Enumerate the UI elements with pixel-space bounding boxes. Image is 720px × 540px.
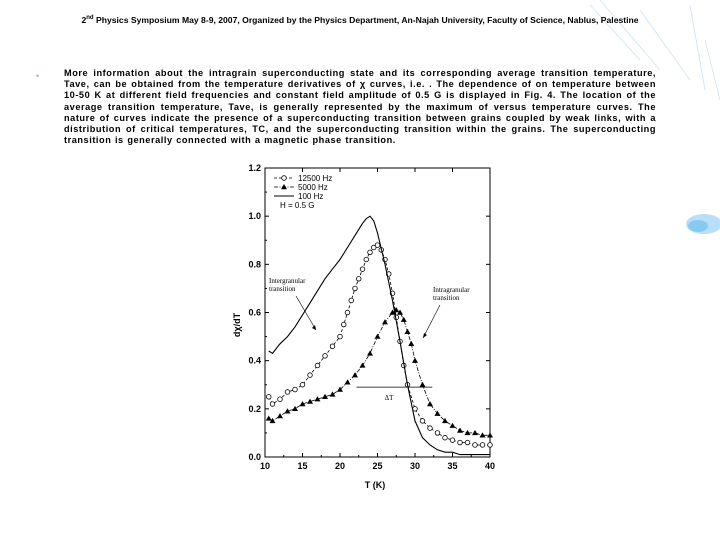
legend-entry: 12500 Hz <box>298 174 333 183</box>
intragranular-label-line: Intragranular <box>433 286 470 294</box>
data-point-triangle <box>367 350 373 355</box>
intergranular-arrow <box>296 296 316 330</box>
data-point-circle <box>345 310 350 315</box>
data-point-triangle <box>487 432 493 437</box>
y-tick-label: 0.2 <box>248 403 261 414</box>
data-point-circle <box>341 322 346 327</box>
x-tick-label: 40 <box>484 461 496 471</box>
series-layer <box>266 216 493 454</box>
data-point-circle <box>353 286 358 291</box>
data-point-circle <box>473 443 478 448</box>
data-point-circle <box>488 443 493 448</box>
y-axis-label: dχ/dT <box>232 312 242 338</box>
intragranular-arrowhead <box>423 333 427 338</box>
data-point-circle <box>300 382 305 387</box>
data-point-circle <box>285 390 290 395</box>
legend-entry: 100 Hz <box>298 192 324 201</box>
x-tick-label: 20 <box>334 461 346 471</box>
data-point-circle <box>323 354 328 359</box>
data-point-circle <box>330 344 335 349</box>
data-point-circle <box>420 419 425 424</box>
y-tick-label: 0.6 <box>248 307 261 318</box>
x-tick-label: 25 <box>372 461 383 471</box>
data-point-triangle <box>266 415 272 420</box>
y-tick-label: 0.4 <box>248 355 261 366</box>
data-point-triangle <box>382 319 388 324</box>
y-tick-label: 0.8 <box>248 259 261 270</box>
data-point-triangle <box>420 382 426 387</box>
intragranular-label-line: transition <box>433 294 460 302</box>
plot-border <box>265 168 490 457</box>
x-axis-label: T (K) <box>364 480 386 490</box>
data-point-triangle <box>412 358 418 363</box>
data-point-triangle <box>401 317 407 322</box>
data-point-triangle <box>281 184 287 189</box>
data-point-circle <box>266 394 271 399</box>
data-point-triangle <box>450 423 456 428</box>
field-label: H = 0.5 G <box>280 201 315 210</box>
data-point-circle <box>428 426 433 431</box>
data-point-triangle <box>352 372 358 377</box>
intergranular-arrowhead <box>312 325 316 330</box>
data-point-circle <box>368 250 373 255</box>
data-point-circle <box>435 431 440 436</box>
data-point-triangle <box>405 329 411 334</box>
data-point-triangle <box>360 362 366 367</box>
data-point-circle <box>349 298 354 303</box>
intergranular-label-line: Intergranular <box>269 277 306 285</box>
data-point-triangle <box>330 391 336 396</box>
x-tick-label: 30 <box>409 461 421 471</box>
data-point-circle <box>338 334 343 339</box>
data-point-triangle <box>277 413 283 418</box>
data-point-circle <box>356 276 361 281</box>
symposium-number: 2 <box>81 15 87 25</box>
plot-frame <box>265 168 490 457</box>
x-tick-label: 10 <box>259 461 271 471</box>
data-point-circle <box>293 387 298 392</box>
data-point-circle <box>364 257 369 262</box>
data-point-circle <box>443 435 448 440</box>
data-point-triangle <box>472 430 478 435</box>
data-point-circle <box>465 440 470 445</box>
data-point-triangle <box>375 334 381 339</box>
series-line <box>269 310 490 435</box>
data-point-circle <box>315 363 320 368</box>
data-point-circle <box>278 397 283 402</box>
header-text: Physics Symposium May 8-9, 2007, Organized by the Physics Department, An-Najah University, Faculty of Science, Nablus, Palestine <box>93 15 639 25</box>
data-point-circle <box>458 440 463 445</box>
y-tick-label: 0.0 <box>248 452 261 462</box>
series-12500-hz <box>266 243 492 447</box>
legend-entry: 5000 Hz <box>298 183 328 192</box>
data-point-circle <box>450 438 455 443</box>
y-tick-label: 1.0 <box>248 211 261 222</box>
data-point-circle <box>360 267 365 272</box>
data-point-circle <box>413 407 418 412</box>
body-paragraph: More information about the intragrain superconducting state and its corresponding average transition temperature, Tave, can be obtained from the temperature derivatives of χ curves, i.e. . The dependence of on temperature between 10-50 K at different field frequencies and constant field amplitude of 0.5 G is displayed in Fig. 4. The location of the average transition temperature, Tave, is generally represented by the maximum of versus temperature curves. The nature of curves indicate the presence of a superconducting transition between grains coupled by weak links, with a distribution of critical temperatures, TC, and the superconducting transition within the grains. The superconducting transition is generally connected with a magnetic phase transition. <box>64 68 656 146</box>
y-tick-label: 1.2 <box>248 163 261 173</box>
series-line <box>269 245 490 445</box>
data-point-triangle <box>457 428 463 433</box>
data-point-triangle <box>345 379 351 384</box>
data-point-triangle <box>427 401 433 406</box>
x-tick-label: 35 <box>447 461 458 471</box>
intragranular-arrow <box>423 305 440 338</box>
data-point-circle <box>480 443 485 448</box>
data-point-circle <box>270 402 275 407</box>
data-point-circle <box>282 176 287 181</box>
ordinal-suffix: nd <box>86 15 94 22</box>
legend <box>274 174 332 210</box>
data-point-circle <box>375 243 380 248</box>
bullet-point: • <box>36 71 40 81</box>
series-line <box>269 216 490 454</box>
intergranular-label-line: transition <box>269 285 296 293</box>
series-100-hz <box>269 216 490 454</box>
data-point-circle <box>308 373 313 378</box>
delta-t-label: ΔT <box>384 394 394 402</box>
x-tick-label: 15 <box>297 461 308 471</box>
data-point-triangle <box>292 406 298 411</box>
annotation-layer <box>269 277 470 402</box>
data-point-triangle <box>408 341 414 346</box>
series-5000-hz <box>266 307 493 437</box>
